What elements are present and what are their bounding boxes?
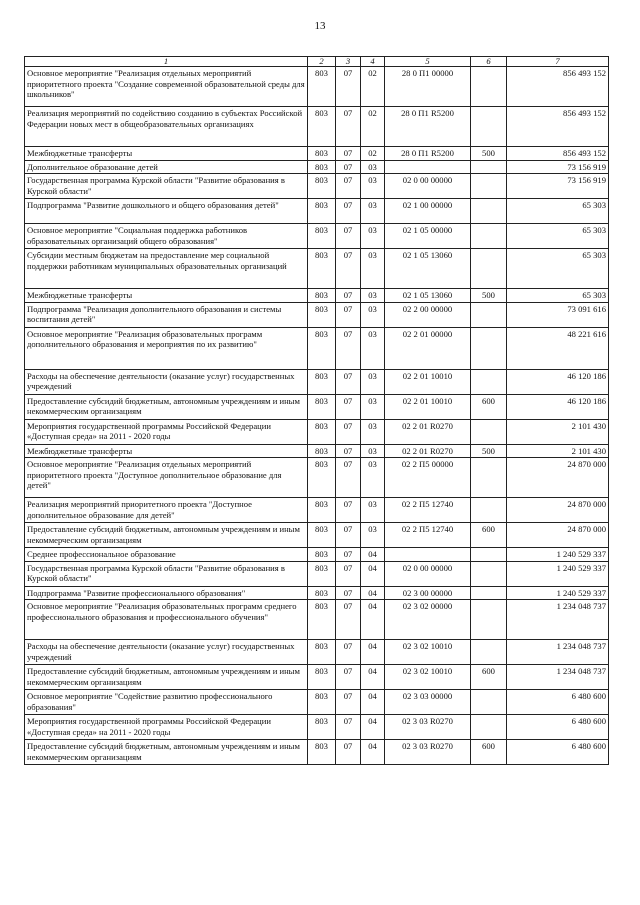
table-row (25, 523, 609, 548)
section-code-cell: 07 (336, 665, 361, 690)
item-name-cell: Мероприятия государственной программы Российской Федерации «Доступная среда» на 2011 - 2020 годы (25, 419, 308, 444)
target-article-code-cell: 28 0 П1 R5200 (385, 147, 471, 161)
amount-cell: 24 870 000 (507, 523, 609, 548)
subsection-code-cell: 04 (361, 715, 385, 740)
table-row (25, 458, 609, 498)
target-article-code-cell: 02 2 П5 12740 (385, 498, 471, 523)
column-header: 5 (385, 57, 471, 67)
amount-cell: 1 234 048 737 (507, 600, 609, 640)
section-code-cell: 07 (336, 67, 361, 107)
ministry-code-cell: 803 (308, 160, 336, 174)
ministry-code-cell: 803 (308, 498, 336, 523)
target-article-code-cell: 02 1 05 13060 (385, 249, 471, 289)
subsection-code-cell: 04 (361, 740, 385, 765)
subsection-code-cell: 03 (361, 302, 385, 327)
section-code-cell: 07 (336, 523, 361, 548)
section-code-cell: 07 (336, 715, 361, 740)
table-row (25, 107, 609, 147)
amount-cell: 65 303 (507, 289, 609, 303)
amount-cell: 65 303 (507, 199, 609, 224)
section-code-cell: 07 (336, 690, 361, 715)
target-article-code-cell: 02 3 03 00000 (385, 690, 471, 715)
section-code-cell: 07 (336, 369, 361, 394)
subsection-code-cell: 02 (361, 147, 385, 161)
expense-type-code-cell (471, 107, 507, 147)
page-number: 13 (314, 20, 326, 32)
item-name-cell: Межбюджетные трансферты (25, 147, 308, 161)
ministry-code-cell: 803 (308, 302, 336, 327)
section-code-cell: 07 (336, 199, 361, 224)
column-header: 2 (308, 57, 336, 67)
item-name-cell: Субсидии местным бюджетам на предоставление мер социальной поддержки работникам муниципальных образовательных организаций (25, 249, 308, 289)
expense-type-code-cell: 600 (471, 523, 507, 548)
target-article-code-cell: 28 0 П1 R5200 (385, 107, 471, 147)
ministry-code-cell: 803 (308, 327, 336, 369)
section-code-cell: 07 (336, 249, 361, 289)
table-row (25, 640, 609, 665)
item-name-cell: Межбюджетные трансферты (25, 444, 308, 458)
section-code-cell: 07 (336, 224, 361, 249)
ministry-code-cell: 803 (308, 419, 336, 444)
ministry-code-cell: 803 (308, 224, 336, 249)
table-row (25, 199, 609, 224)
item-name-cell: Подпрограмма "Развитие профессионального образования" (25, 586, 308, 600)
target-article-code-cell: 02 1 00 00000 (385, 199, 471, 224)
amount-cell: 856 493 152 (507, 147, 609, 161)
subsection-code-cell: 04 (361, 640, 385, 665)
table-row (25, 394, 609, 419)
item-name-cell: Основное мероприятие "Реализация отдельных мероприятий приоритетного проекта "Доступное дополнительное образование для детей" (25, 458, 308, 498)
expense-type-code-cell (471, 600, 507, 640)
expense-type-code-cell (471, 690, 507, 715)
target-article-code-cell: 02 3 02 10010 (385, 665, 471, 690)
item-name-cell: Подпрограмма "Развитие дошкольного и общего образования детей" (25, 199, 308, 224)
amount-cell: 6 480 600 (507, 715, 609, 740)
section-code-cell: 07 (336, 498, 361, 523)
table-row (25, 498, 609, 523)
budget-table (24, 56, 609, 765)
subsection-code-cell: 03 (361, 458, 385, 498)
expense-type-code-cell (471, 369, 507, 394)
amount-cell: 65 303 (507, 224, 609, 249)
expense-type-code-cell (471, 640, 507, 665)
table-row (25, 600, 609, 640)
item-name-cell: Дополнительное образование детей (25, 160, 308, 174)
amount-cell: 48 221 616 (507, 327, 609, 369)
ministry-code-cell: 803 (308, 640, 336, 665)
ministry-code-cell: 803 (308, 600, 336, 640)
column-header: 7 (507, 57, 609, 67)
ministry-code-cell: 803 (308, 586, 336, 600)
target-article-code-cell (385, 548, 471, 562)
column-header: 6 (471, 57, 507, 67)
ministry-code-cell: 803 (308, 523, 336, 548)
target-article-code-cell: 02 3 02 00000 (385, 600, 471, 640)
item-name-cell: Предоставление субсидий бюджетным, автономным учреждениям и иным некоммерческим организациям (25, 394, 308, 419)
target-article-code-cell: 02 1 05 00000 (385, 224, 471, 249)
table-row (25, 289, 609, 303)
column-header: 1 (25, 57, 308, 67)
section-code-cell: 07 (336, 160, 361, 174)
amount-cell: 24 870 000 (507, 458, 609, 498)
subsection-code-cell: 03 (361, 289, 385, 303)
target-article-code-cell (385, 160, 471, 174)
item-name-cell: Реализация мероприятий по содействию созданию в субъектах Российской Федерации новых мест в общеобразовательных организациях (25, 107, 308, 147)
amount-cell: 46 120 186 (507, 394, 609, 419)
ministry-code-cell: 803 (308, 458, 336, 498)
ministry-code-cell: 803 (308, 548, 336, 562)
ministry-code-cell: 803 (308, 561, 336, 586)
target-article-code-cell: 02 3 03 R0270 (385, 740, 471, 765)
item-name-cell: Предоставление субсидий бюджетным, автономным учреждениям и иным некоммерческим организациям (25, 740, 308, 765)
table-row (25, 174, 609, 199)
expense-type-code-cell: 500 (471, 289, 507, 303)
table-row (25, 249, 609, 289)
section-code-cell: 07 (336, 561, 361, 586)
expense-type-code-cell: 500 (471, 444, 507, 458)
table-body (25, 67, 609, 765)
ministry-code-cell: 803 (308, 690, 336, 715)
ministry-code-cell: 803 (308, 199, 336, 224)
table-row (25, 160, 609, 174)
expense-type-code-cell (471, 715, 507, 740)
table-row (25, 740, 609, 765)
amount-cell: 2 101 430 (507, 444, 609, 458)
section-code-cell: 07 (336, 548, 361, 562)
ministry-code-cell: 803 (308, 147, 336, 161)
subsection-code-cell: 04 (361, 586, 385, 600)
target-article-code-cell: 02 1 05 13060 (385, 289, 471, 303)
table-row (25, 690, 609, 715)
target-article-code-cell: 02 3 02 10010 (385, 640, 471, 665)
expense-type-code-cell (471, 419, 507, 444)
item-name-cell: Расходы на обеспечение деятельности (оказание услуг) государственных учреждений (25, 369, 308, 394)
section-code-cell: 07 (336, 327, 361, 369)
target-article-code-cell: 28 0 П1 00000 (385, 67, 471, 107)
expense-type-code-cell (471, 458, 507, 498)
subsection-code-cell: 04 (361, 561, 385, 586)
table-row (25, 665, 609, 690)
table-row (25, 224, 609, 249)
amount-cell: 46 120 186 (507, 369, 609, 394)
target-article-code-cell: 02 3 03 R0270 (385, 715, 471, 740)
item-name-cell: Предоставление субсидий бюджетным, автономным учреждениям и иным некоммерческим организациям (25, 665, 308, 690)
expense-type-code-cell (471, 302, 507, 327)
expense-type-code-cell (471, 498, 507, 523)
subsection-code-cell: 03 (361, 444, 385, 458)
expense-type-code-cell (471, 249, 507, 289)
item-name-cell: Основное мероприятие "Реализация образовательных программ дополнительного образования и мероприятия по их развитию" (25, 327, 308, 369)
target-article-code-cell: 02 2 П5 00000 (385, 458, 471, 498)
ministry-code-cell: 803 (308, 740, 336, 765)
item-name-cell: Предоставление субсидий бюджетным, автономным учреждениям и иным некоммерческим организациям (25, 523, 308, 548)
subsection-code-cell: 03 (361, 160, 385, 174)
expense-type-code-cell (471, 586, 507, 600)
item-name-cell: Государственная программа Курской области "Развитие образования в Курской области" (25, 561, 308, 586)
section-code-cell: 07 (336, 419, 361, 444)
subsection-code-cell: 03 (361, 369, 385, 394)
target-article-code-cell: 02 0 00 00000 (385, 174, 471, 199)
item-name-cell: Среднее профессиональное образование (25, 548, 308, 562)
section-code-cell: 07 (336, 147, 361, 161)
expense-type-code-cell (471, 199, 507, 224)
section-code-cell: 07 (336, 740, 361, 765)
expense-type-code-cell (471, 174, 507, 199)
target-article-code-cell: 02 2 01 10010 (385, 394, 471, 419)
ministry-code-cell: 803 (308, 174, 336, 199)
table-row (25, 586, 609, 600)
amount-cell: 6 480 600 (507, 740, 609, 765)
amount-cell: 73 156 919 (507, 174, 609, 199)
amount-cell: 6 480 600 (507, 690, 609, 715)
section-code-cell: 07 (336, 302, 361, 327)
subsection-code-cell: 04 (361, 600, 385, 640)
amount-cell: 1 234 048 737 (507, 640, 609, 665)
table-row (25, 715, 609, 740)
ministry-code-cell: 803 (308, 444, 336, 458)
table-row (25, 67, 609, 107)
ministry-code-cell: 803 (308, 665, 336, 690)
item-name-cell: Подпрограмма "Реализация дополнительного образования и системы воспитания детей" (25, 302, 308, 327)
target-article-code-cell: 02 2 01 10010 (385, 369, 471, 394)
subsection-code-cell: 04 (361, 548, 385, 562)
expense-type-code-cell (471, 67, 507, 107)
subsection-code-cell: 03 (361, 174, 385, 199)
section-code-cell: 07 (336, 600, 361, 640)
item-name-cell: Мероприятия государственной программы Российской Федерации «Доступная среда» на 2011 - 2020 годы (25, 715, 308, 740)
ministry-code-cell: 803 (308, 394, 336, 419)
item-name-cell: Расходы на обеспечение деятельности (оказание услуг) государственных учреждений (25, 640, 308, 665)
column-header: 3 (336, 57, 361, 67)
amount-cell: 73 091 616 (507, 302, 609, 327)
expense-type-code-cell: 600 (471, 665, 507, 690)
subsection-code-cell: 03 (361, 224, 385, 249)
target-article-code-cell: 02 2 01 R0270 (385, 444, 471, 458)
subsection-code-cell: 04 (361, 665, 385, 690)
amount-cell: 65 303 (507, 249, 609, 289)
table-row (25, 444, 609, 458)
expense-type-code-cell: 500 (471, 147, 507, 161)
section-code-cell: 07 (336, 107, 361, 147)
ministry-code-cell: 803 (308, 289, 336, 303)
target-article-code-cell: 02 0 00 00000 (385, 561, 471, 586)
table-row (25, 327, 609, 369)
column-number-row (25, 57, 609, 67)
ministry-code-cell: 803 (308, 107, 336, 147)
ministry-code-cell: 803 (308, 369, 336, 394)
target-article-code-cell: 02 2 00 00000 (385, 302, 471, 327)
item-name-cell: Основное мероприятие "Реализация отдельных мероприятий приоритетного проекта "Создание современной образовательной среды для школьников" (25, 67, 308, 107)
item-name-cell: Государственная программа Курской области "Развитие образования в Курской области" (25, 174, 308, 199)
column-header: 4 (361, 57, 385, 67)
table-row (25, 419, 609, 444)
item-name-cell: Основное мероприятие "Содействие развитию профессионального образования" (25, 690, 308, 715)
subsection-code-cell: 02 (361, 107, 385, 147)
section-code-cell: 07 (336, 640, 361, 665)
amount-cell: 2 101 430 (507, 419, 609, 444)
expense-type-code-cell (471, 548, 507, 562)
expense-type-code-cell: 600 (471, 394, 507, 419)
amount-cell: 856 493 152 (507, 67, 609, 107)
expense-type-code-cell (471, 327, 507, 369)
expense-type-code-cell (471, 160, 507, 174)
amount-cell: 1 240 529 337 (507, 561, 609, 586)
section-code-cell: 07 (336, 394, 361, 419)
target-article-code-cell: 02 2 П5 12740 (385, 523, 471, 548)
amount-cell: 24 870 000 (507, 498, 609, 523)
subsection-code-cell: 03 (361, 498, 385, 523)
subsection-code-cell: 03 (361, 199, 385, 224)
ministry-code-cell: 803 (308, 715, 336, 740)
subsection-code-cell: 03 (361, 249, 385, 289)
section-code-cell: 07 (336, 289, 361, 303)
item-name-cell: Межбюджетные трансферты (25, 289, 308, 303)
expense-type-code-cell (471, 224, 507, 249)
ministry-code-cell: 803 (308, 249, 336, 289)
subsection-code-cell: 04 (361, 690, 385, 715)
target-article-code-cell: 02 2 01 00000 (385, 327, 471, 369)
amount-cell: 1 240 529 337 (507, 586, 609, 600)
expense-type-code-cell: 600 (471, 740, 507, 765)
table-row (25, 302, 609, 327)
table-row (25, 561, 609, 586)
section-code-cell: 07 (336, 458, 361, 498)
amount-cell: 1 234 048 737 (507, 665, 609, 690)
amount-cell: 1 240 529 337 (507, 548, 609, 562)
expense-type-code-cell (471, 561, 507, 586)
subsection-code-cell: 02 (361, 67, 385, 107)
amount-cell: 856 493 152 (507, 107, 609, 147)
subsection-code-cell: 03 (361, 419, 385, 444)
table-row (25, 369, 609, 394)
section-code-cell: 07 (336, 174, 361, 199)
table-row (25, 147, 609, 161)
table-row (25, 548, 609, 562)
item-name-cell: Основное мероприятие "Реализация образовательных программ среднего профессионального образования и профессионального обучения" (25, 600, 308, 640)
section-code-cell: 07 (336, 444, 361, 458)
subsection-code-cell: 03 (361, 394, 385, 419)
amount-cell: 73 156 919 (507, 160, 609, 174)
item-name-cell: Реализация мероприятий приоритетного проекта "Доступное дополнительное образование для детей" (25, 498, 308, 523)
item-name-cell: Основное мероприятие "Социальная поддержка работников образовательных организаций общего образования" (25, 224, 308, 249)
subsection-code-cell: 03 (361, 327, 385, 369)
subsection-code-cell: 03 (361, 523, 385, 548)
ministry-code-cell: 803 (308, 67, 336, 107)
section-code-cell: 07 (336, 586, 361, 600)
target-article-code-cell: 02 3 00 00000 (385, 586, 471, 600)
target-article-code-cell: 02 2 01 R0270 (385, 419, 471, 444)
